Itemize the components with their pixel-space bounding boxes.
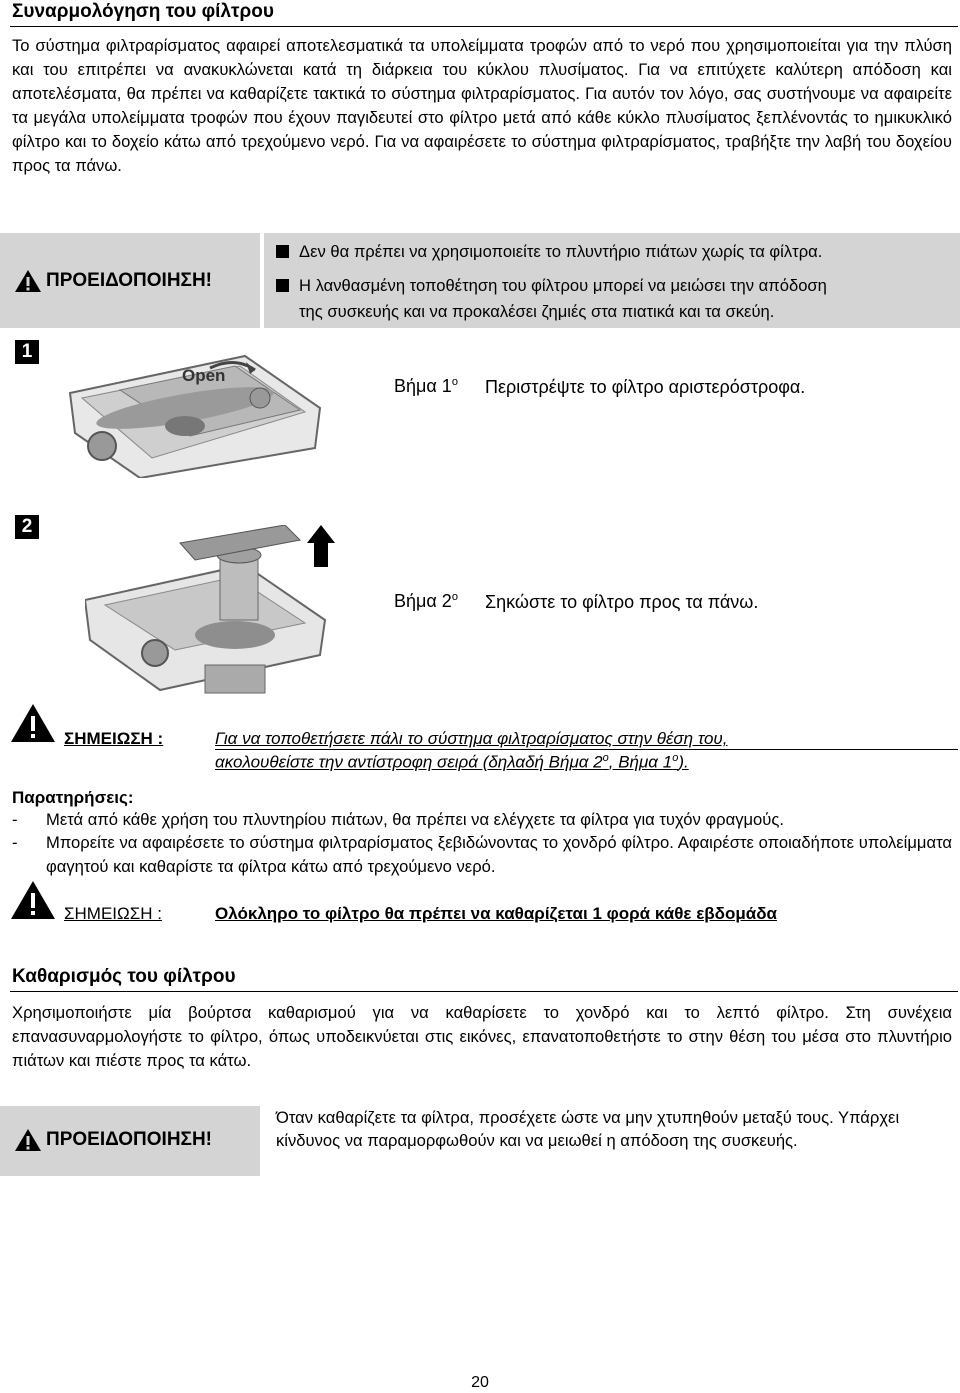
warning-bullet-2: Η λανθασμένη τοποθέτηση του φίλτρου μπορεί να μειώσει την απόδοση [276, 273, 827, 299]
note2-label: ΣΗΜΕΙΩΣΗ : [64, 904, 162, 923]
note-warning-icon [10, 880, 56, 920]
title-underline [10, 26, 958, 27]
note1-line1: Για να τοποθετήσετε πάλι το σύστημα φιλτραρίσματος στην θέση του, [215, 729, 728, 748]
warning-label-box [0, 233, 260, 328]
warning-label-box [0, 1106, 260, 1176]
step1-label: Βήμα $1^o$ [394, 376, 458, 396]
page-number: 20 [471, 1374, 489, 1391]
remarks-item-1: Μετά από κάθε χρήση του πλυντηρίου πιάτων, θα πρέπει να ελέγχετε τα φίλτρα για τυχόν φραγμούς. [46, 810, 784, 829]
open-text: Open [182, 366, 226, 385]
remarks-item-2: Μπορείτε να αφαιρέσετε το σύστημα φιλτραρίσματος ξεβιδώνοντας το χονδρό φίλτρο. Αφαιρέστε οποιαδήποτε υπολείμματα φαγητού και καθαρίστε τα φίλτρα κάτω από τρεχούμενο νερό. [46, 833, 952, 876]
remarks-dash-1: - [12, 810, 18, 829]
square-bullet-icon [276, 279, 289, 292]
warning-label: ΠΡΟΕΙΔΟΠΟΙΗΣΗ! [46, 270, 212, 291]
remarks-title: Παρατηρήσεις: [12, 788, 134, 807]
filter-rotate-illustration [60, 338, 330, 478]
square-bullet-icon [276, 245, 289, 258]
step2-text: Σηκώστε το φίλτρο προς τα πάνω. [485, 592, 759, 612]
section-title-cleaning: Καθαρισμός του φίλτρου [12, 966, 236, 987]
note2-text: Ολόκληρο το φίλτρο θα πρέπει να καθαρίζεται 1 φορά κάθε εβδομάδα [215, 904, 777, 923]
note1-label: ΣΗΜΕΙΩΣΗ : [64, 729, 164, 748]
note1-line2: ακολουθείστε την αντίστροφη σειρά (δηλαδή Βήμα $2^o$, Βήμα $1^o$). [215, 752, 689, 772]
step1-text: Περιστρέψτε το φίλτρο αριστερόστροφα. [485, 377, 806, 397]
section-title-assembly: Συναρμολόγηση του φίλτρου [12, 1, 274, 22]
warning-triangle-icon [14, 269, 42, 293]
title-underline [10, 991, 958, 992]
warning-triangle-icon [14, 1128, 42, 1152]
warning-bullet-1: Δεν θα πρέπει να χρησιμοποιείτε το πλυντήριο πιάτων χωρίς τα φίλτρα. [276, 239, 822, 265]
assembly-paragraph: Το σύστημα φιλτραρίσματος αφαιρεί αποτελεσματικά τα υπολείμματα τροφών από το νερό που χρησιμοποιείται για την πλύση και του επιτρέπει να ανακυκλώνεται κατά τη διάρκεια του κύκλου πλυσίματος. Για να επιτύχετε καλύτερη απόδοση και αποτελέσματα, θα πρέπει να καθαρίζετε τακτικά το σύστημα φιλτραρίσματος. Για αυτόν τον λόγο, σας συστήνουμε να αφαιρείτε τα μεγάλα υπολείμματα τροφών που έχουν παγιδευτεί στο φίλτρο μετά από κάθε κύκλο πλυσίματος ξεπλένοντάς το ημικυκλικό φίλτρο και το δοχείο κάτω από τρεχούμενο νερό. Για να αφαιρέσετε το σύστημα φιλτραρίσματος, τραβήξτε την λαβή του δοχείου προς τα πάνω. [12, 36, 952, 175]
warning-content-box [264, 233, 960, 328]
note1-underline [215, 749, 958, 750]
step1-badge: 1 [15, 340, 39, 364]
warning-bullet-2-cont: της συσκευής και να προκαλέσει ζημιές στα πιατικά και τα σκεύη. [299, 302, 775, 321]
step2-badge: 2 [15, 515, 39, 539]
remarks-dash-2: - [12, 833, 18, 852]
warning-label: ΠΡΟΕΙΔΟΠΟΙΗΣΗ! [46, 1129, 212, 1150]
warning2-text: Όταν καθαρίζετε τα φίλτρα, προσέχετε ώστε να μην χτυπηθούν μεταξύ τους. Υπάρχει κίνδυνος να παραμορφωθούν και να μειωθεί η απόδοση της συσκευής. [276, 1108, 900, 1150]
step2-label: Βήμα $2^o$ [394, 591, 458, 611]
note-warning-icon [10, 703, 56, 743]
filter-lift-illustration [85, 525, 345, 700]
cleaning-paragraph: Χρησιμοποιήστε μία βούρτσα καθαρισμού για να καθαρίσετε το χονδρό και το λεπτό φίλτρο. Στη συνέχεια επανασυναρμολογήστε το φίλτρο, όπως υποδεικνύεται στις εικόνες, επανατοποθετήστε το στην θέση του μέσα στο πλυντήριο πιάτων και πιέστε προς τα κάτω. [12, 1003, 952, 1070]
